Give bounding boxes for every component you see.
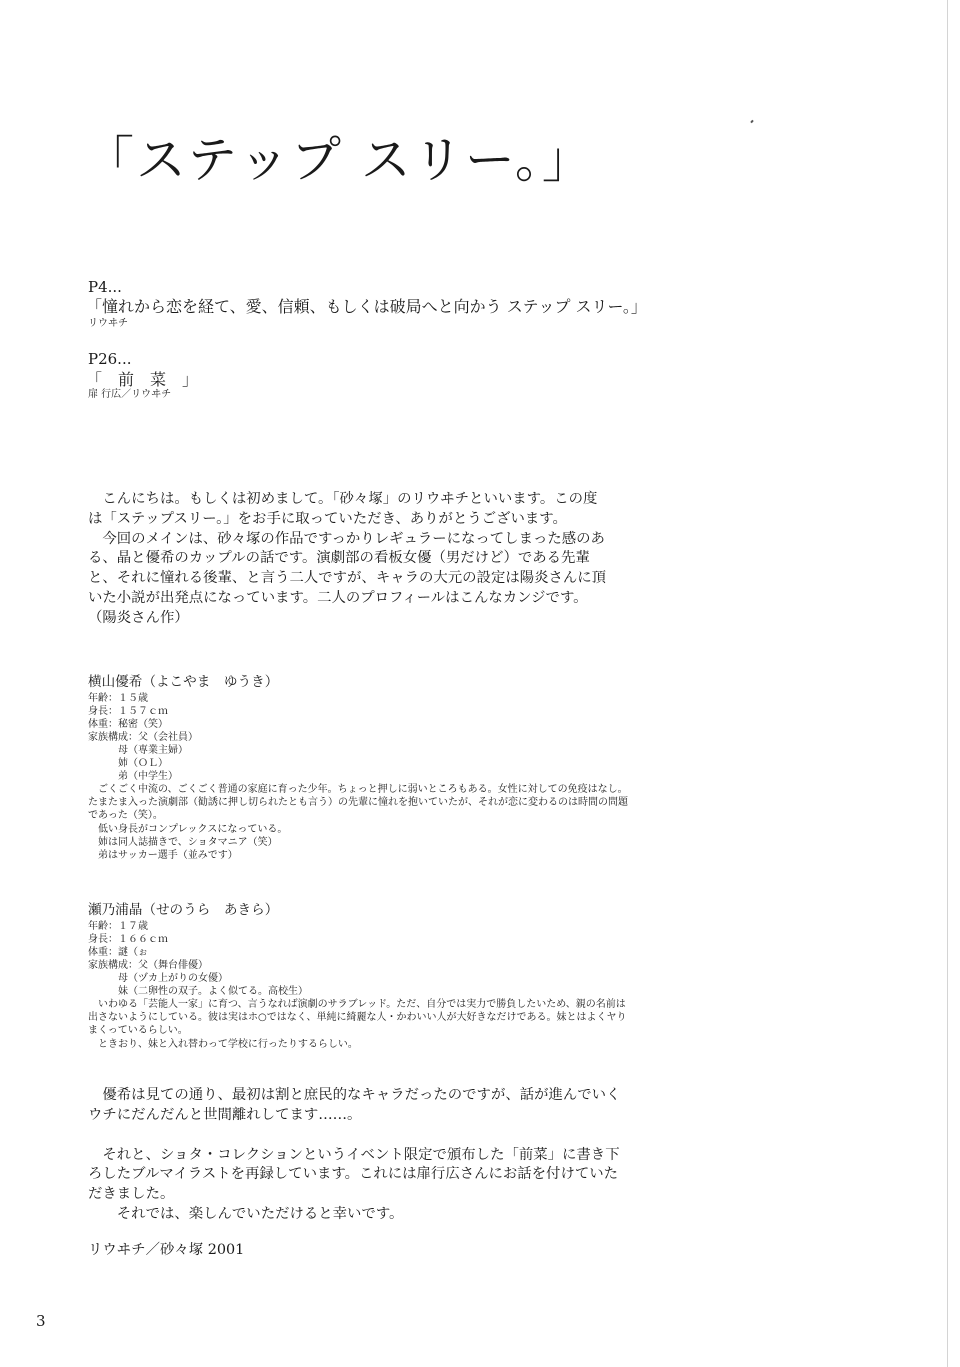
profile-line: 体重：秘密（笑） bbox=[88, 719, 168, 730]
closing-paragraph: 優希は見ての通り、最初は割と庶民的なキャラだったのですが、話が進んでいくウチにだんだんと世間離れしてます……。 bbox=[88, 1087, 621, 1123]
closing-paragraph: それと、ショタ・コレクションというイベント限定で頒布した「前菜」に書き下ろしたブルマイラストを再録しています。これには扉行広さんにお話を付けていただきました。 bbox=[88, 1146, 620, 1203]
profile-line: 年齢：１５歳 bbox=[88, 693, 148, 704]
profile-description: 姉は同人誌描きで、ショタマニア（笑） bbox=[88, 836, 278, 848]
scan-speck bbox=[750, 120, 753, 124]
profile-name: 横山優希（よこやま ゆうき） bbox=[88, 674, 279, 690]
signature: リウヰチ／砂々塚 2001 bbox=[88, 1242, 245, 1258]
profile-line: 家族構成：父（舞台俳優） bbox=[88, 960, 208, 971]
profile-line: 年齢：１７歳 bbox=[88, 921, 148, 932]
profile-yuki bbox=[88, 674, 628, 862]
closing-spacer bbox=[88, 1126, 628, 1146]
profile-description: 弟はサッカー選手（並みです） bbox=[88, 850, 238, 862]
intro-text bbox=[88, 490, 608, 629]
profile-description: いわゆる「芸能人一家」に育つ、言うなれば演劇のサラブレッド。ただ、自分では実力で勝負したいため、親の名前は出さないようにしている。彼は実はホ○ではなく、単純に綺麗な人・かわいい人が大好きなだけである。妹とはよくヤりまくっているらしい。 bbox=[88, 999, 627, 1037]
intro-paragraph: 今回のメインは、砂々塚の作品ですっかりレギュラーになってしまった感のある、晶と優希のカップルの話です。演劇部の看板女優（男だけど）である先輩と、それに憧れる後輩、と言う二人ですが、キャラの大元の設定は陽炎さんに頂いた小説が出発点になっています。二人のプロフィールはこんなカンジです。（陽炎さん作） bbox=[88, 530, 607, 626]
profile-description: 低い身長がコンプレックスになっている。 bbox=[88, 823, 288, 835]
profile-line: 身長：１６６ｃｍ bbox=[88, 934, 168, 945]
intro-paragraph: こんにちは。もしくは初めまして。「砂々塚」のリウヰチといいます。この度は「ステップスリー。」をお手に取っていただき、ありがとうございます。 bbox=[88, 491, 598, 527]
profile-name: 瀬乃浦晶（せのうら あきら） bbox=[88, 902, 279, 918]
page-number: 3 bbox=[36, 1312, 46, 1330]
toc-heading: 「憧れから恋を経て、愛、信頼、もしくは破局へと向かう ステップ スリー。」 bbox=[86, 297, 647, 316]
closing-text bbox=[88, 1086, 628, 1225]
profile-line: 家族構成：父（会社員） bbox=[88, 732, 198, 743]
profile-family-line: 姉（ＯＬ） bbox=[118, 758, 168, 769]
toc-page-number: P26... bbox=[88, 350, 132, 368]
page-title: 「ステップ スリー。」 bbox=[84, 131, 594, 189]
page-edge-line bbox=[947, 0, 948, 1367]
toc-credit: リウヰチ bbox=[88, 318, 128, 329]
profile-description: ごくごく中流の、ごくごく普通の家庭に育った少年。ちょっと押しに弱いところもある。女性に対しての免疫はなし。たまたま入った演劇部（勧誘に押し切られたとも言う）の先輩に憧れを抱いていたが、それが恋に変わるのは時間の問題であった（笑）。 bbox=[88, 784, 628, 822]
toc-page-number: P4... bbox=[88, 278, 122, 296]
toc-credit: 扉 行広／リウヰチ bbox=[88, 389, 172, 400]
profile-akira bbox=[88, 902, 628, 1051]
profile-family-line: 弟（中学生） bbox=[118, 771, 178, 782]
profile-line: 身長：１５７ｃｍ bbox=[88, 706, 168, 717]
profile-description: ときおり、妹と入れ替わって学校に行ったりするらしい。 bbox=[88, 1038, 358, 1050]
toc-heading: 「 前 菜 」 bbox=[86, 370, 199, 389]
profile-family-line: 妹（二卵性の双子。よく似てる。高校生） bbox=[118, 986, 308, 997]
closing-paragraph: それでは、楽しんでいただけると幸いです。 bbox=[88, 1205, 404, 1222]
profile-family-line: 母（ヅカ上がりの女優） bbox=[118, 973, 228, 984]
profile-family-line: 母（専業主婦） bbox=[118, 745, 188, 756]
profile-line: 体重：謎（ぉ bbox=[88, 947, 148, 958]
